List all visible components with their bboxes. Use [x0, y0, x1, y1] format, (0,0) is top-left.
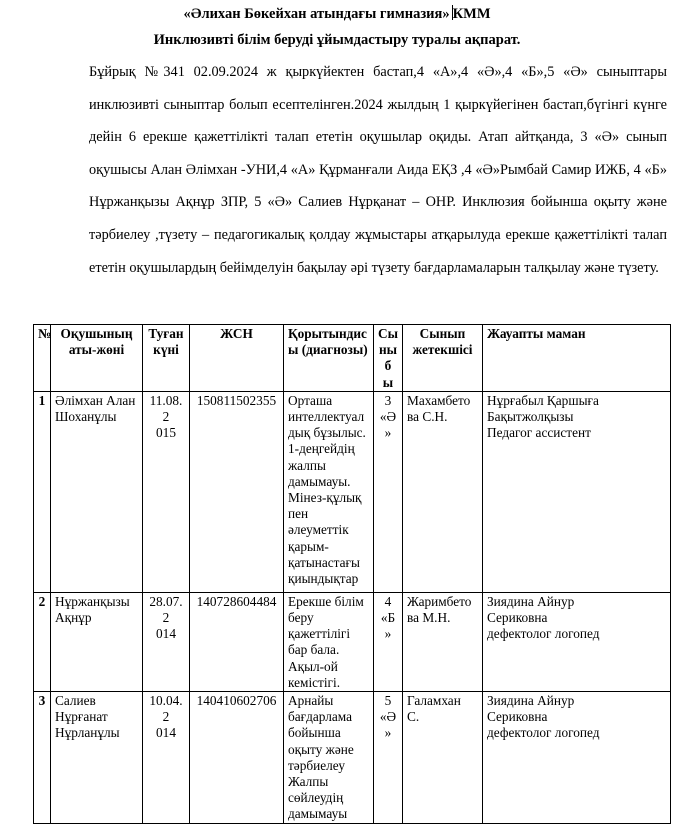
- header-class: Сы ныб ы: [374, 325, 403, 392]
- cell-diagnosis: Арнайы бағдарлама бойынша оқыту және тәрбиелеу Жалпы сөйлеудің дамымауы: [284, 692, 374, 824]
- table-row: [34, 592, 671, 691]
- cell-teacher: Махамбето ва С.Н.: [403, 391, 483, 592]
- cell-birth: 10.04.2 014: [143, 692, 190, 824]
- header-num: №: [34, 325, 51, 392]
- cell-num: 2: [34, 592, 51, 691]
- students-table: [33, 324, 671, 824]
- document-title: [0, 5, 674, 23]
- cell-num: 3: [34, 692, 51, 824]
- header-teacher: Сынып жетекшісі: [403, 325, 483, 392]
- school-name: «Әлихан Бөкейхан атындағы гимназия»: [183, 6, 450, 22]
- cell-class: 5 «Ә»: [374, 692, 403, 824]
- cell-iin: 140728604484: [190, 592, 284, 691]
- header-specialist: Жауапты маман: [483, 325, 671, 392]
- intro-paragraph: Бұйрық №341 02.09.2024 ж қыркүйектен бастап,4 «А»,4 «Ә»,4 «Б»,5 «Ә» сыныптары инклюзивті сыныптар болып есептелінген.2024 жылдың 1 қыркүйегінен бастап,бүгінгі күнге дейін 6 ерекше қажеттілікті талап ететін оқушылар оқиды. Атап айтқанда, 3 «Ә» сынып оқушысы Алан Әлімхан -УНИ,4 «А» Құрманғали Аида ЕҚЗ ,4 «Ә»Рымбай Самир ИЖБ, 4 «Б» Нұржанқызы Ақнұр ЗПР, 5 «Ә» Салиев Нұрқанат – ОНР. Инклюзия бойынша оқыту және тәрбиелеу ,түзету – педагогикалық қолдау жұмыстары атқарылуда ерекше қажеттілікті талап ететін оқушылардың бейімделуін бақылау әрі түзету бағдарламаларын талқылау және түзету.: [89, 64, 667, 276]
- table-header-row: [34, 325, 671, 392]
- cell-iin: 150811502355: [190, 391, 284, 592]
- cell-diagnosis: Ерекше білім беру қажеттілігі бар бала. Ақыл-ой кемістігі.: [284, 592, 374, 691]
- cell-birth: 28.07.2 014: [143, 592, 190, 691]
- cell-class: 4 «Б»: [374, 592, 403, 691]
- cell-specialist: Зиядина Айнур Сериковна дефектолог логопед: [483, 692, 671, 824]
- cell-diagnosis: Орташа интеллектуалдық бұзылыс. 1-деңгейдің жалпы дамымауы. Мінез-құлық пен әлеуметтік қарым-қатынастағы қиындықтар: [284, 391, 374, 592]
- header-diagnosis: Қорытындис ы (диагнозы): [284, 325, 374, 392]
- org-type: КММ: [452, 6, 491, 22]
- cell-name: Салиев Нұрғанат Нұрланұлы: [51, 692, 143, 824]
- cell-name: Әлімхан Алан Шоханұлы: [51, 391, 143, 592]
- table-row: [34, 692, 671, 824]
- table-row: [34, 391, 671, 592]
- header-name: Оқушының аты-жөні: [51, 325, 143, 392]
- document-subtitle: Инклюзивті білім беруді ұйымдастыру туралы ақпарат.: [153, 32, 521, 48]
- cell-birth: 11.08.2 015: [143, 391, 190, 592]
- cell-num: 1: [34, 391, 51, 592]
- cell-iin: 140410602706: [190, 692, 284, 824]
- cell-class: 3 «Ә»: [374, 391, 403, 592]
- cell-teacher: Жаримбето ва М.Н.: [403, 592, 483, 691]
- cell-specialist: Зиядина Айнур Сериковна дефектолог логопед: [483, 592, 671, 691]
- header-birth: Туған күні: [143, 325, 190, 392]
- header-iin: ЖСН: [190, 325, 284, 392]
- cell-name: Нұржанқызы Ақнұр: [51, 592, 143, 691]
- cell-teacher: Галамхан С.: [403, 692, 483, 824]
- cell-specialist: Нұрғабыл Қаршыға Бақытжолқызы Педагог ассистент: [483, 391, 671, 592]
